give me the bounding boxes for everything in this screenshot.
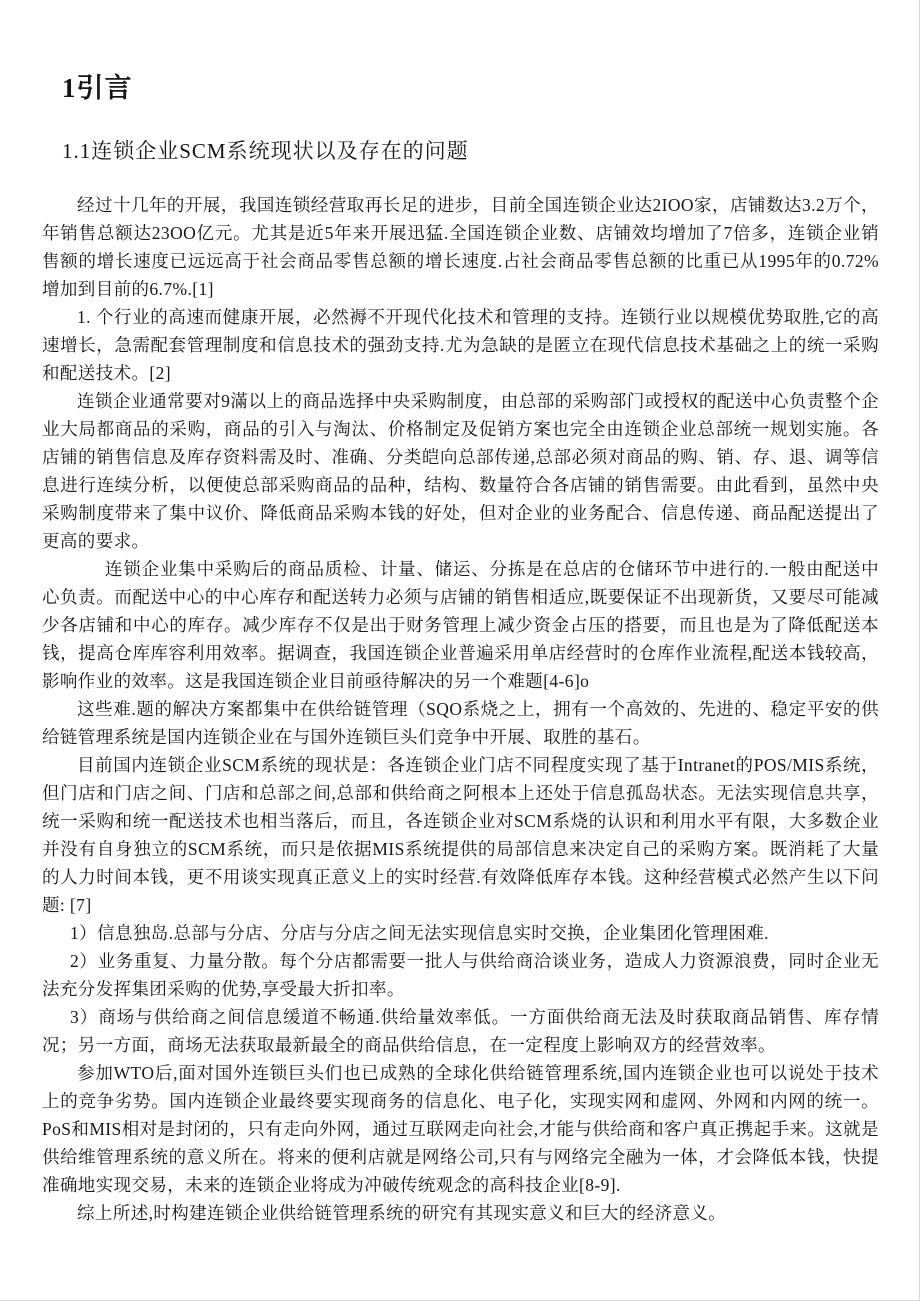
paragraph: 目前国内连锁企业SCM系统的现状是：各连锁企业门店不同程度实现了基于Intranet的POS/MIS系统，但门店和门店之间、门店和总部之间,总部和供给商之阿根本上还处于信息孤岛状态。无法实现信息共享，统一采购和统一配送技术也相当落后，而且，各连锁企业对SCM系烧的认识和利用水平有限，大多数企业并没有自身独立的SCM系统，而只是依据MIS系统提供的局部信息来决定自己的采购方案。既消耗了大量的人力时间本钱，更不用谈实现真正意义上的实时经营.有效降低库存本钱。这种经营模式必然产生以下问题: [7]: [42, 755, 879, 915]
paragraph: 这些难.题的解决方案都集中在供给链管理（SQO系烧之上，拥有一个高效的、先进的、稳定平安的供给链管理系统是国内连锁企业在与国外连锁巨头们竞争中开展、取胜的基石。: [42, 699, 879, 747]
paragraph: 连锁企业集中采购后的商品质检、计量、储运、分拣是在总店的仓储环节中进行的.一般由配送中心负责。而配送中心的中心库存和配送转力必须与店铺的销售相适应,既要保证不出现新货，又要尽可能减少各店铺和中心的库存。减少库存不仅是出于财务管理上减少资金占压的搭要，而且也是为了降低配送本钱，提高仓库库容利用效率。据调查，我国连锁企业普遍采用单店经营时的仓库作业流程,配送本钱较高，影响作业的效率。这是我国连锁企业目前亟待解决的另一个难题[4-6]o: [42, 559, 879, 691]
subsection-heading: 1.1连锁企业SCM系统现状以及存在的问题: [62, 139, 469, 163]
paragraph: 2）业务重复、力量分散。每个分店都需要一批人与供给商洽谈业务，造成人力资源浪费，同时企业无法充分发挥集团采购的优势,享受最大折扣率。: [42, 951, 879, 999]
paragraph: 3）商场与供给商之间信息缓道不畅通.供给量效率低。一方面供给商无法及时获取商品销售、库存情况；另一方面，商场无法获取最新最全的商品供给信息，在一定程度上影响双方的经营效率。: [42, 1007, 879, 1055]
paragraph: 1）信息独岛.总部与分店、分店与分店之间无法实现信息实时交换，企业集团化管理困难.: [70, 923, 769, 943]
paragraph: 经过十几年的开展，我国连锁经营取再长足的进步，目前全国连锁企业达2IOO家，店铺数达3.2万个，年销售总额达23OO亿元。尤其是近5年来开展迅猛.全国连锁企业数、店铺效均增加了7倍多，连锁企业销售额的增长速度已远远高于社会商品零售总额的增长速度.占社会商品零售总额的比重已从1995年的0.72%增加到目前的6.7%.[1]: [42, 195, 879, 299]
section-heading: 1引言: [62, 73, 133, 103]
paragraph: 连锁企业通常要对9滿以上的商品选择中央采购制度，由总部的采购部门或授权的配送中心负责整个企业大局都商品的采购，商品的引入与淘汰、价格制定及促销方案也完全由连锁企业总部统一规划实施。各店铺的销售信息及库存资料需及时、准确、分类皑向总部传递,总部必须对商品的购、销、存、退、调等信息进行连续分析，以便使总部采购商品的品种，结构、数量符合各店铺的销售需要。由此看到，虽然中央采购制度带来了集中议价、降低商品采购本钱的好处，但对企业的业务配合、信息传递、商品配送提出了更高的要求。: [42, 391, 879, 551]
paragraph: 综上所述,时构建连锁企业供给链管理系统的研究有其现实意义和巨大的经济意义。: [77, 1203, 727, 1223]
paragraph: 参加WTO后,面对国外连锁巨头们也已成熟的全球化供给链管理系统,国内连锁企业也可以说处于技术上的竞争劣势。国内连锁企业最终要实现商务的信息化、电子化，实现实网和虚网、外网和内网的统一。PoS和MIS相对是封闭的，只有走向外网，通过互联网走向社会,才能与供给商和客户真正携起手来。这就是供给维管理系统的意义所在。将来的便利店就是网络公司,只有与网络完全融为一体，才会降低本钱，快提准确地实现交易，未来的连锁企业将成为冲破传统观念的高科技企业[8-9].: [42, 1063, 879, 1195]
paragraph: 1. 个行业的高速而健康开展，必然褥不开现代化技术和管理的支持。连锁行业以规模优势取胜,它的高速增长，急需配套管理制度和信息技术的强劲支持.尤为急缺的是匿立在现代信息技术基础之上的统一采购和配送技术。[2]: [42, 307, 879, 383]
body-text: [42, 191, 879, 1227]
